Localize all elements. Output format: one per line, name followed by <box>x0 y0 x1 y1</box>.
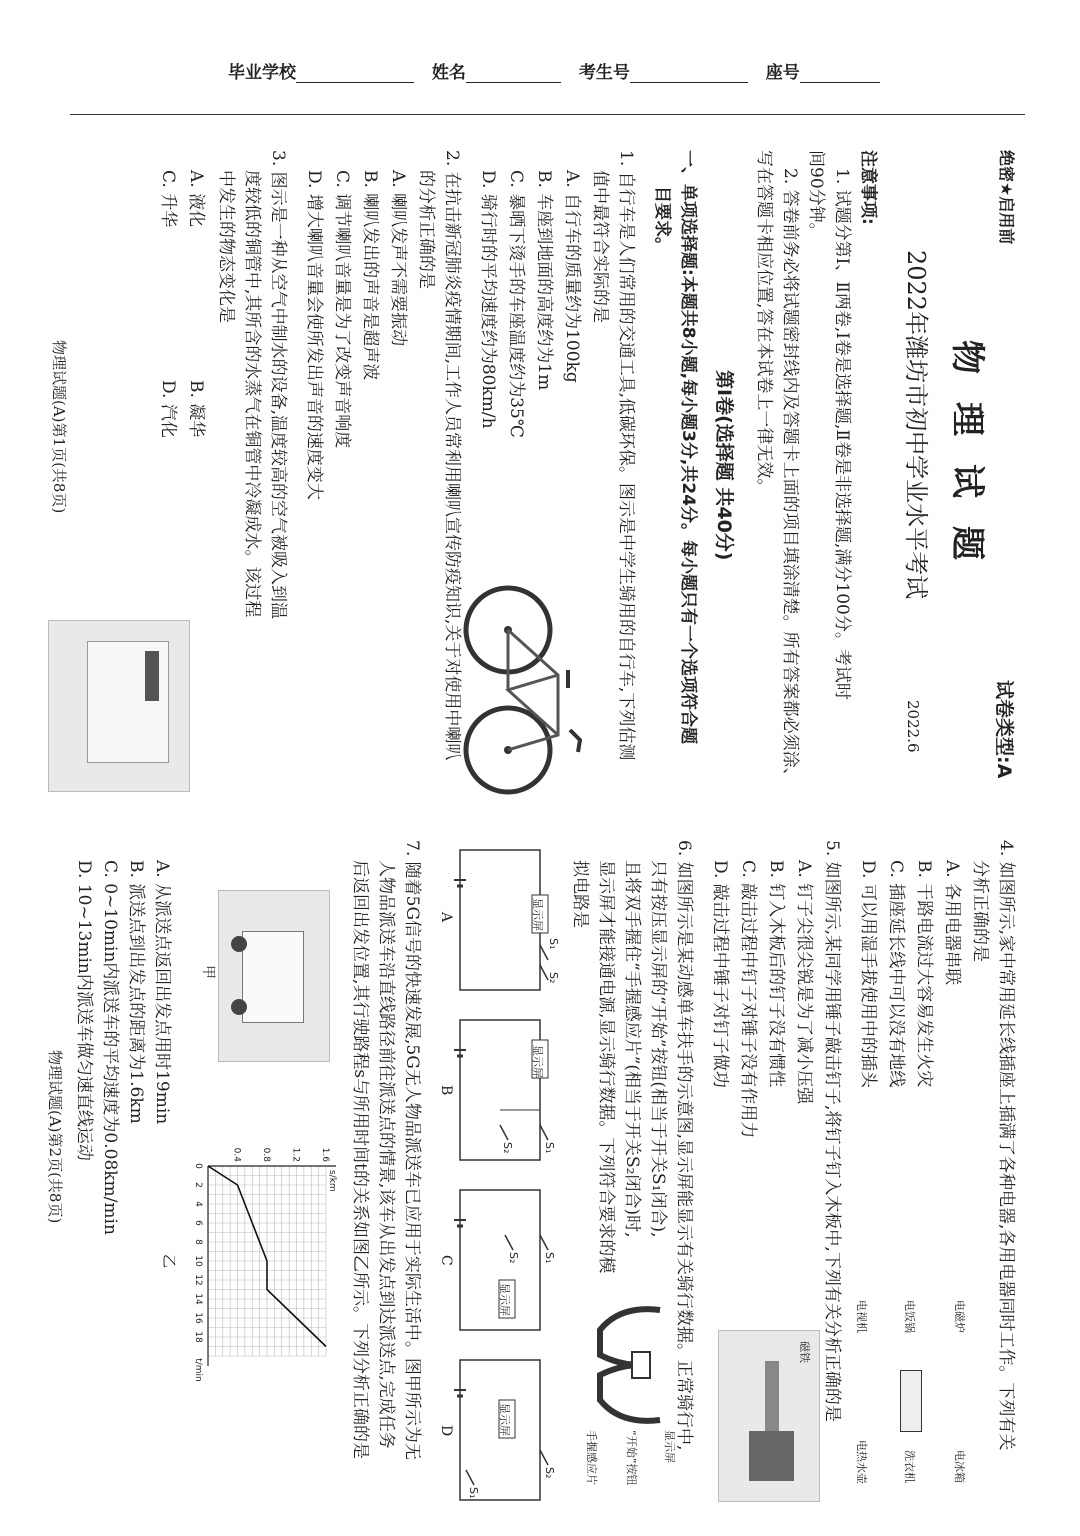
q2-option-a[interactable]: A. 喇叭发声不需要振动 <box>388 170 408 347</box>
circuit-b[interactable] <box>454 1020 548 1160</box>
bicycle-illustration <box>458 580 598 800</box>
q3-option-d[interactable]: D. 汽化 <box>158 380 178 438</box>
q6-stem-a: 6. 如图所示是某动感单车扶手的示意图,显示屏能显示有关骑行数据。正常骑行中, <box>674 840 694 1451</box>
x-tick-label: 6 <box>193 1220 203 1226</box>
y-tick-label: 1.6 <box>320 1147 330 1162</box>
y-tick-label: 0.4 <box>231 1147 242 1162</box>
x-axis-label: t/min <box>193 1358 203 1382</box>
q4-stem-b: 分析正确的是 <box>970 860 990 962</box>
seat-label: 座号 <box>765 63 800 83</box>
header-rule <box>70 114 1025 115</box>
q7-option-b[interactable]: B. 派送点到出发点的距离为1.6km <box>126 860 146 1124</box>
distance-time-chart <box>180 1130 340 1390</box>
student-info-fields <box>228 58 892 83</box>
note-2b: 写在答题卡相应位置,答在本试卷上一律无效。 <box>754 150 774 496</box>
screen-label: 显示屏 <box>498 1283 511 1316</box>
handlebar-illustration <box>570 1300 680 1500</box>
note-2a: 2. 答卷前务必将试题密封线内及答题卡上面的项目填涂清楚。所有答案都必须涂、 <box>780 168 800 785</box>
q4-stem-a: 4. 如图所示,家中常用延长线插座上插满了各种电器,各用电器同时工作。下列有关 <box>996 840 1016 1451</box>
hammer-nail-photo <box>718 1330 820 1502</box>
appliance-label: 电热水壶 <box>855 1440 868 1484</box>
switch-label: S₂ <box>507 1252 520 1264</box>
q4-option-d[interactable]: D. 可以用湿手拔使用中的插头 <box>858 860 878 1088</box>
q2-stem-b: 的分析正确的是 <box>416 170 436 289</box>
q1-option-a[interactable]: A. 自行车的质量约为100kg <box>562 170 582 383</box>
x-tick-label: 16 <box>193 1312 203 1324</box>
figure-yi-label: 乙 <box>160 1254 176 1268</box>
page-two-footer: 物理试题(A)第2页(共8页) <box>46 1050 64 1224</box>
exam-subtitle: 2022年潍坊市初中学业水平考试 <box>902 250 930 600</box>
appliance-label: 电视机 <box>855 1300 868 1333</box>
circuit-c-label: C <box>438 1255 454 1266</box>
q6-stem-d: 显示屏才能接通电源,显示骑行数据。下列符合要求的模 <box>596 860 616 1274</box>
q3-option-b[interactable]: B. 凝华 <box>186 380 206 438</box>
delivery-vehicle-photo <box>218 890 330 1062</box>
q2-option-c[interactable]: C. 调节喇叭音量是为了改变声音响度 <box>332 170 352 449</box>
exam-no-field[interactable] <box>630 82 748 83</box>
figure-jia-label: 甲 <box>200 965 216 979</box>
y-tick-label: 1.2 <box>290 1147 301 1162</box>
page-two <box>30 830 1030 1520</box>
circuit-d-label: D <box>438 1425 454 1437</box>
q7-option-c[interactable]: C. 0~10min内派送车的平均速度为0.08km/min <box>100 860 120 1235</box>
switch-label: S₂ <box>543 1467 556 1479</box>
circuit-a-label: A <box>438 912 454 923</box>
switch-label: S₁ <box>543 1252 556 1264</box>
school-field[interactable] <box>296 82 414 83</box>
page-title: 物理试题 <box>947 340 987 588</box>
nail-label: 磁铁 <box>798 1341 811 1363</box>
q7-stem-c: 后返回出发位置,其行驶路程s与所用时间t的关系如图乙所示。下列分析正确的是 <box>350 860 370 1459</box>
circuit-b-label: B <box>438 1085 454 1096</box>
y-axis-label: s/km <box>327 1170 337 1192</box>
q7-stem-a: 7. 随着5G信号的快速发展,5G无人物品派送车已应用于实际生活中。图甲所示为无 <box>402 840 422 1460</box>
secret-mark: 绝密★启用前 <box>997 150 1016 245</box>
note-1b: 间90分钟。 <box>806 150 826 240</box>
x-tick-label: 4 <box>193 1201 203 1207</box>
q4-option-b[interactable]: B. 干路电流过大容易发生火灾 <box>914 860 934 1088</box>
q6-stem-c: 且将双手握住“手握感应片”(相当于开关S₂闭合)时, <box>622 860 642 1238</box>
q1-option-d[interactable]: D. 骑行时的平均速度约为80km/h <box>478 170 498 429</box>
name-field[interactable] <box>466 82 561 83</box>
x-tick-label: 8 <box>193 1239 203 1245</box>
paper-type: 试卷类型:A <box>993 680 1015 779</box>
power-strip-illustration <box>850 1300 970 1500</box>
q3-option-c[interactable]: C. 升华 <box>158 170 178 228</box>
switch-label: S₁ <box>543 1142 556 1154</box>
section-one-b: 目要求。 <box>652 186 672 254</box>
handle-label: 显示屏 <box>663 1430 676 1463</box>
screen-label: 显示屏 <box>531 1045 544 1078</box>
header-bar <box>0 0 1080 120</box>
q2-stem-a: 2. 在抗击新冠肺炎疫情期间,工作人员常利用喇叭宣传防疫知识,关于对使用中喇叭 <box>442 150 462 761</box>
q3-stem-b: 度较低的铜管中,其所含的水蒸气在铜管中冷凝成水。该过程 <box>242 170 262 618</box>
q1-option-b[interactable]: B. 车座到地面的高度约为1m <box>534 170 554 391</box>
x-tick-label: 18 <box>193 1331 203 1343</box>
q1-option-c[interactable]: C. 暴晒下烫手的车座温度约为35℃ <box>506 170 526 438</box>
y-tick-label: 0.8 <box>261 1147 271 1162</box>
x-tick-label: 2 <box>193 1182 203 1188</box>
x-tick-label: 10 <box>193 1255 203 1267</box>
exam-date: 2022.6 <box>904 700 922 753</box>
x-tick-label: 12 <box>193 1274 203 1286</box>
q7-stem-b: 人物品派送车沿直线路径前往派送点的情景,该车从出发点到达派送点,完成任务 <box>376 860 396 1449</box>
q6-stem-e: 拟电路是 <box>570 860 590 928</box>
q5-option-d[interactable]: D. 敲击过程中锤子对钉子做功 <box>710 860 730 1088</box>
x-tick-label: 14 <box>193 1293 203 1305</box>
notes-title: 注意事项: <box>858 150 878 225</box>
q4-option-c[interactable]: C. 插座延长线中可以没有地线 <box>886 860 906 1088</box>
screen-label: 显示屏 <box>531 898 544 931</box>
q6-stem-b: 只有按压显示屏的“开始”按钮(相当于开关S₁闭合), <box>648 860 668 1238</box>
name-label: 姓名 <box>431 63 466 83</box>
circuit-diagrams <box>430 840 560 1520</box>
switch-label: S₁ <box>467 1487 480 1499</box>
note-1a: 1. 试题分第Ⅰ、Ⅱ两卷,Ⅰ卷是选择题,Ⅱ卷是非选择题,满分100分。考试时 <box>832 168 852 700</box>
q5-option-b[interactable]: B. 钉入木板后的钉子没有惯性 <box>766 860 786 1088</box>
q7-option-d[interactable]: D. 10~13min内派送车做匀速直线运动 <box>74 860 94 1161</box>
q5-option-c[interactable]: C. 敲击过程中钉子对锤子没有作用力 <box>738 860 758 1139</box>
q5-option-a[interactable]: A. 钉子尖很尖锐是为了减小压强 <box>794 860 814 1105</box>
switch-label: S₂ <box>501 1142 514 1154</box>
x-tick-label: 0 <box>193 1163 203 1169</box>
q3-option-a[interactable]: A. 液化 <box>186 170 206 228</box>
exam-no-label: 考生号 <box>578 63 630 83</box>
q7-option-a[interactable]: A. 从派送点返回出发点用时19min <box>152 860 172 1125</box>
handle-label: 手握感应片 <box>585 1430 598 1485</box>
rotated-exam-sheet <box>30 140 1030 1520</box>
appliance-label: 洗衣机 <box>903 1450 916 1483</box>
q2-option-b[interactable]: B. 喇叭发出的声音是超声波 <box>360 170 380 381</box>
handle-label: “开始”按钮 <box>625 1430 638 1486</box>
page-one-footer: 物理试题(A)第1页(共8页) <box>50 340 68 514</box>
school-label: 毕业学校 <box>228 63 296 83</box>
q2-option-d[interactable]: D. 增大喇叭音量会使所发出声音的速度变大 <box>304 170 324 500</box>
section-one-a: 一、单项选择题:本题共8小题,每小题3分,共24分。每小题只有一个选项符合题 <box>678 150 698 745</box>
circuit-options <box>430 840 560 1520</box>
q5-stem: 5. 如图所示,某同学用锤子敲击钉子,将钉子钉入木板中,下列有关分析正确的是 <box>822 840 842 1422</box>
water-maker-photo <box>48 620 190 792</box>
seat-field[interactable] <box>800 82 880 83</box>
q1-stem-a: 1. 自行车是人们常用的交通工具,低碳环保。图示是中学生骑用的自行车,下列估测 <box>616 150 636 761</box>
appliance-label: 电冰箱 <box>953 1450 966 1483</box>
page-one <box>30 140 1030 830</box>
screen-label: 显示屏 <box>498 1403 511 1436</box>
switch-label: S₁ <box>547 938 560 950</box>
q1-stem-b: 值中最符合实际的是 <box>590 170 610 323</box>
part-one-heading: 第Ⅰ卷(选择题 共40分) <box>713 370 735 561</box>
q3-stem-a: 3. 图示是一种从空气中制水的设备,温度较高的空气被吸入到温 <box>268 150 288 620</box>
q4-option-a[interactable]: A. 各用电器串联 <box>942 860 962 986</box>
appliance-label: 电磁炉 <box>953 1300 966 1333</box>
q3-stem-c: 中发生的物态变化是 <box>216 170 236 323</box>
switch-label: S₂ <box>547 972 560 984</box>
appliance-label: 电饭锅 <box>903 1300 916 1333</box>
